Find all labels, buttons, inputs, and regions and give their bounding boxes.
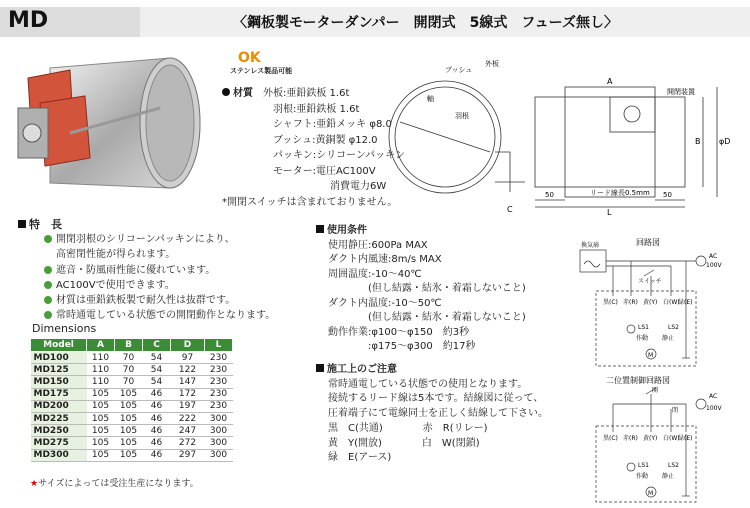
- features-list: [44, 232, 275, 324]
- dimensions-table: [30, 338, 233, 462]
- table-row: [31, 425, 233, 437]
- table-cell: 300: [205, 425, 233, 437]
- table-cell: 230: [205, 376, 233, 388]
- note-row: 接続するリード線は5本です。結線図に従って、: [328, 393, 544, 405]
- material-spec: [222, 86, 405, 195]
- square-bullet-icon: [18, 220, 26, 228]
- table-cell: 105: [87, 400, 115, 412]
- product-photo: [10, 48, 225, 198]
- table-cell: 300: [205, 412, 233, 424]
- wire-row: 黄 Y(開放) 白 W(閉鎖): [328, 437, 480, 449]
- dim-label-a: A: [607, 77, 613, 86]
- ls2-label: LS2: [668, 462, 679, 469]
- installation-notes: [316, 363, 548, 466]
- product-subtitle: 〈鋼板製モーターダンパー 開閉式 5線式 フューズ無し〉: [233, 15, 618, 31]
- table-cell: 230: [205, 400, 233, 412]
- spec-row: ブッシュ:黄銅製 φ12.0: [273, 134, 378, 146]
- label-blade: 羽根: [455, 112, 469, 120]
- table-row: [31, 449, 233, 461]
- terminal-label: 黄(Y): [643, 299, 658, 306]
- green-bullet-icon: [44, 281, 52, 289]
- table-cell: 105: [87, 412, 115, 424]
- table-cell: 97: [171, 352, 205, 364]
- table-row: [31, 412, 233, 424]
- act-label: 作動: [636, 473, 649, 480]
- table-header: B: [115, 339, 143, 352]
- label-bush: ブッシュ: [445, 66, 473, 74]
- list-item: 遮音・防風雨性能に優れています。: [44, 263, 275, 278]
- ac-label: AC: [709, 253, 718, 260]
- table-cell: MD100: [31, 352, 87, 364]
- table-cell: 297: [171, 449, 205, 461]
- table-cell: 222: [171, 412, 205, 424]
- ls2-label: LS2: [668, 324, 679, 331]
- spec-row: モーター:電圧AC100V: [273, 165, 376, 177]
- table-cell: 54: [143, 376, 171, 388]
- table-cell: 230: [205, 364, 233, 376]
- square-bullet-icon: [316, 364, 324, 372]
- label-device: 開閉装置: [667, 88, 695, 96]
- table-cell: 272: [171, 437, 205, 449]
- terminal-label: 黒(C): [603, 435, 618, 442]
- ok-badge-subtext: ステンレス製品可能: [230, 67, 293, 75]
- stop-label: 静止: [662, 335, 675, 342]
- condition-row: 周囲温度:-10～40℃: [328, 268, 422, 280]
- table-header: C: [143, 339, 171, 352]
- green-bullet-icon: [44, 311, 52, 319]
- condition-row: 動作作業:φ100～φ150 約3秒: [328, 326, 470, 338]
- table-cell: 172: [171, 388, 205, 400]
- ac-label: AC: [709, 393, 718, 400]
- dim-label-c: C: [507, 205, 513, 214]
- table-row: [31, 376, 233, 388]
- label-shaft: 軸: [427, 95, 434, 103]
- dimensions-title: Dimensions: [32, 322, 97, 335]
- terminal-label: 黒(C): [603, 299, 618, 306]
- two-position-circuit-diagram: [576, 374, 746, 506]
- table-header: Model: [31, 339, 87, 352]
- table-cell: MD275: [31, 437, 87, 449]
- table-cell: MD125: [31, 364, 87, 376]
- features-heading: 特 長: [18, 216, 62, 232]
- table-cell: MD300: [31, 449, 87, 461]
- table-cell: 54: [143, 352, 171, 364]
- table-cell: 105: [115, 388, 143, 400]
- table-cell: 110: [87, 376, 115, 388]
- table-cell: 105: [115, 412, 143, 424]
- table-row: [31, 400, 233, 412]
- spec-row: 消費電力6W: [330, 181, 387, 192]
- table-cell: 46: [143, 449, 171, 461]
- table-cell: 110: [87, 364, 115, 376]
- switch-label: スイッチ: [638, 278, 662, 285]
- condition-row: (但し結露・結氷・着霜しないこと): [328, 283, 526, 294]
- table-row: [31, 388, 233, 400]
- table-cell: 300: [205, 437, 233, 449]
- table-cell: 230: [205, 388, 233, 400]
- ok-badge: OK: [238, 50, 261, 66]
- table-header: L: [205, 339, 233, 352]
- table-cell: MD200: [31, 400, 87, 412]
- switch-note: *開閉スイッチは含まれておりません。: [222, 197, 398, 208]
- condition-row: (但し結露・結氷・着霜しないこと): [328, 312, 526, 323]
- ls1-label: LS1: [638, 462, 649, 469]
- stop-label: 静止: [662, 473, 675, 480]
- table-cell: 147: [171, 376, 205, 388]
- dimensions-note: ★サイズによっては受注生産になります。: [30, 479, 199, 489]
- table-cell: 46: [143, 437, 171, 449]
- table-cell: 197: [171, 400, 205, 412]
- circuit2-title: 二位置制御回路図: [606, 376, 670, 385]
- spec-row: シャフト:亜鉛メッキ φ8.0: [273, 119, 392, 130]
- condition-row: ダクト内温度:-10～50℃: [328, 297, 442, 309]
- table-row: [31, 437, 233, 449]
- close-label: 閉: [672, 407, 679, 414]
- wire-row: 黒 C(共通) 赤 R(リレー): [328, 422, 488, 434]
- dim-label-50-right: 50: [663, 191, 672, 199]
- material-heading: 材質: [233, 88, 253, 99]
- table-cell: 230: [205, 352, 233, 364]
- voltage-label: 100V: [706, 405, 722, 412]
- terminal-label: 白(W): [663, 299, 680, 306]
- square-bullet-icon: [316, 225, 324, 233]
- table-cell: 300: [205, 449, 233, 461]
- conditions-heading: 使用条件: [327, 225, 367, 236]
- circuit-diagram: [576, 236, 746, 372]
- table-cell: 122: [171, 364, 205, 376]
- table-cell: 46: [143, 388, 171, 400]
- label-lead: リード線長0.5mm: [590, 189, 650, 197]
- dim-label-l: L: [607, 208, 612, 217]
- act-label: 作動: [636, 335, 649, 342]
- condition-row: :φ175～φ300 約17秒: [328, 341, 476, 352]
- technical-drawing: [385, 52, 730, 217]
- ls1-label: LS1: [638, 324, 649, 331]
- table-header: A: [87, 339, 115, 352]
- spec-row: 外板:亜鉛鉄板 1.6t: [263, 88, 350, 99]
- terminal-label: 緑(E): [678, 299, 693, 306]
- dim-label-50-left: 50: [545, 191, 554, 199]
- list-item: 開閉羽根のシリコーンパッキンにより、: [44, 232, 275, 247]
- table-cell: 105: [115, 437, 143, 449]
- condition-row: ダクト内風速:8m/s MAX: [328, 254, 442, 265]
- table-cell: 105: [115, 449, 143, 461]
- dim-label-d: φD: [719, 137, 730, 146]
- table-cell: 105: [87, 388, 115, 400]
- note-row: 常時通電している状態での使用となります。: [328, 378, 528, 390]
- green-bullet-icon: [44, 266, 52, 274]
- motor-label: M: [648, 490, 654, 497]
- table-cell: 105: [87, 425, 115, 437]
- table-cell: 70: [115, 352, 143, 364]
- table-row: [31, 352, 233, 364]
- wire-row: 緑 E(アース): [328, 452, 392, 464]
- label-outer: 外板: [485, 60, 499, 68]
- table-cell: 46: [143, 400, 171, 412]
- table-cell: 105: [115, 400, 143, 412]
- table-cell: 46: [143, 425, 171, 437]
- list-item: 材質は亜鉛鉄板製で耐久性は抜群です。: [44, 293, 275, 308]
- usage-conditions: [316, 224, 526, 355]
- list-item: AC100Vで使用できます。: [44, 278, 275, 293]
- bullet-icon: [222, 88, 230, 96]
- star-icon: ★: [30, 479, 39, 489]
- terminal-label: 黄(Y): [643, 435, 658, 442]
- voltage-label: 100V: [706, 262, 722, 269]
- motor-label: M: [648, 352, 654, 359]
- table-row: [31, 364, 233, 376]
- list-item: 常時通電している状態での開閉動作となります。: [44, 308, 275, 323]
- installation-heading: 施工上のご注意: [327, 364, 397, 375]
- table-cell: 105: [87, 449, 115, 461]
- terminal-label: 白(W): [663, 435, 680, 442]
- green-bullet-icon: [44, 296, 52, 304]
- condition-row: 使用静圧:600Pa MAX: [328, 239, 428, 251]
- table-cell: 105: [87, 437, 115, 449]
- spec-row: 羽根:亜鉛鉄板 1.6t: [273, 103, 360, 115]
- spec-row: パッキン:シリコーンパッキン: [273, 150, 406, 161]
- dim-label-b: B: [695, 137, 701, 146]
- green-bullet-icon: [44, 235, 52, 243]
- table-cell: 46: [143, 412, 171, 424]
- terminal-label: 赤(R): [623, 435, 638, 442]
- table-header: D: [171, 339, 205, 352]
- terminal-label: 赤(R): [623, 299, 638, 306]
- open-label: 開: [652, 387, 659, 394]
- note-row: 圧着端子にて電線同士を正しく結線して下さい。: [328, 408, 548, 420]
- model-name: MD: [8, 8, 49, 33]
- fan-label: 換気扇: [581, 242, 600, 249]
- list-item: 高密閉性能が得られます。: [56, 249, 176, 261]
- table-cell: 110: [87, 352, 115, 364]
- table-cell: 54: [143, 364, 171, 376]
- table-cell: 70: [115, 376, 143, 388]
- table-cell: 105: [115, 425, 143, 437]
- terminal-label: 緑(E): [678, 435, 693, 442]
- table-cell: MD250: [31, 425, 87, 437]
- table-cell: MD150: [31, 376, 87, 388]
- table-cell: MD175: [31, 388, 87, 400]
- circuit-title: 回路図: [636, 238, 660, 247]
- table-cell: 247: [171, 425, 205, 437]
- table-cell: 70: [115, 364, 143, 376]
- table-cell: MD225: [31, 412, 87, 424]
